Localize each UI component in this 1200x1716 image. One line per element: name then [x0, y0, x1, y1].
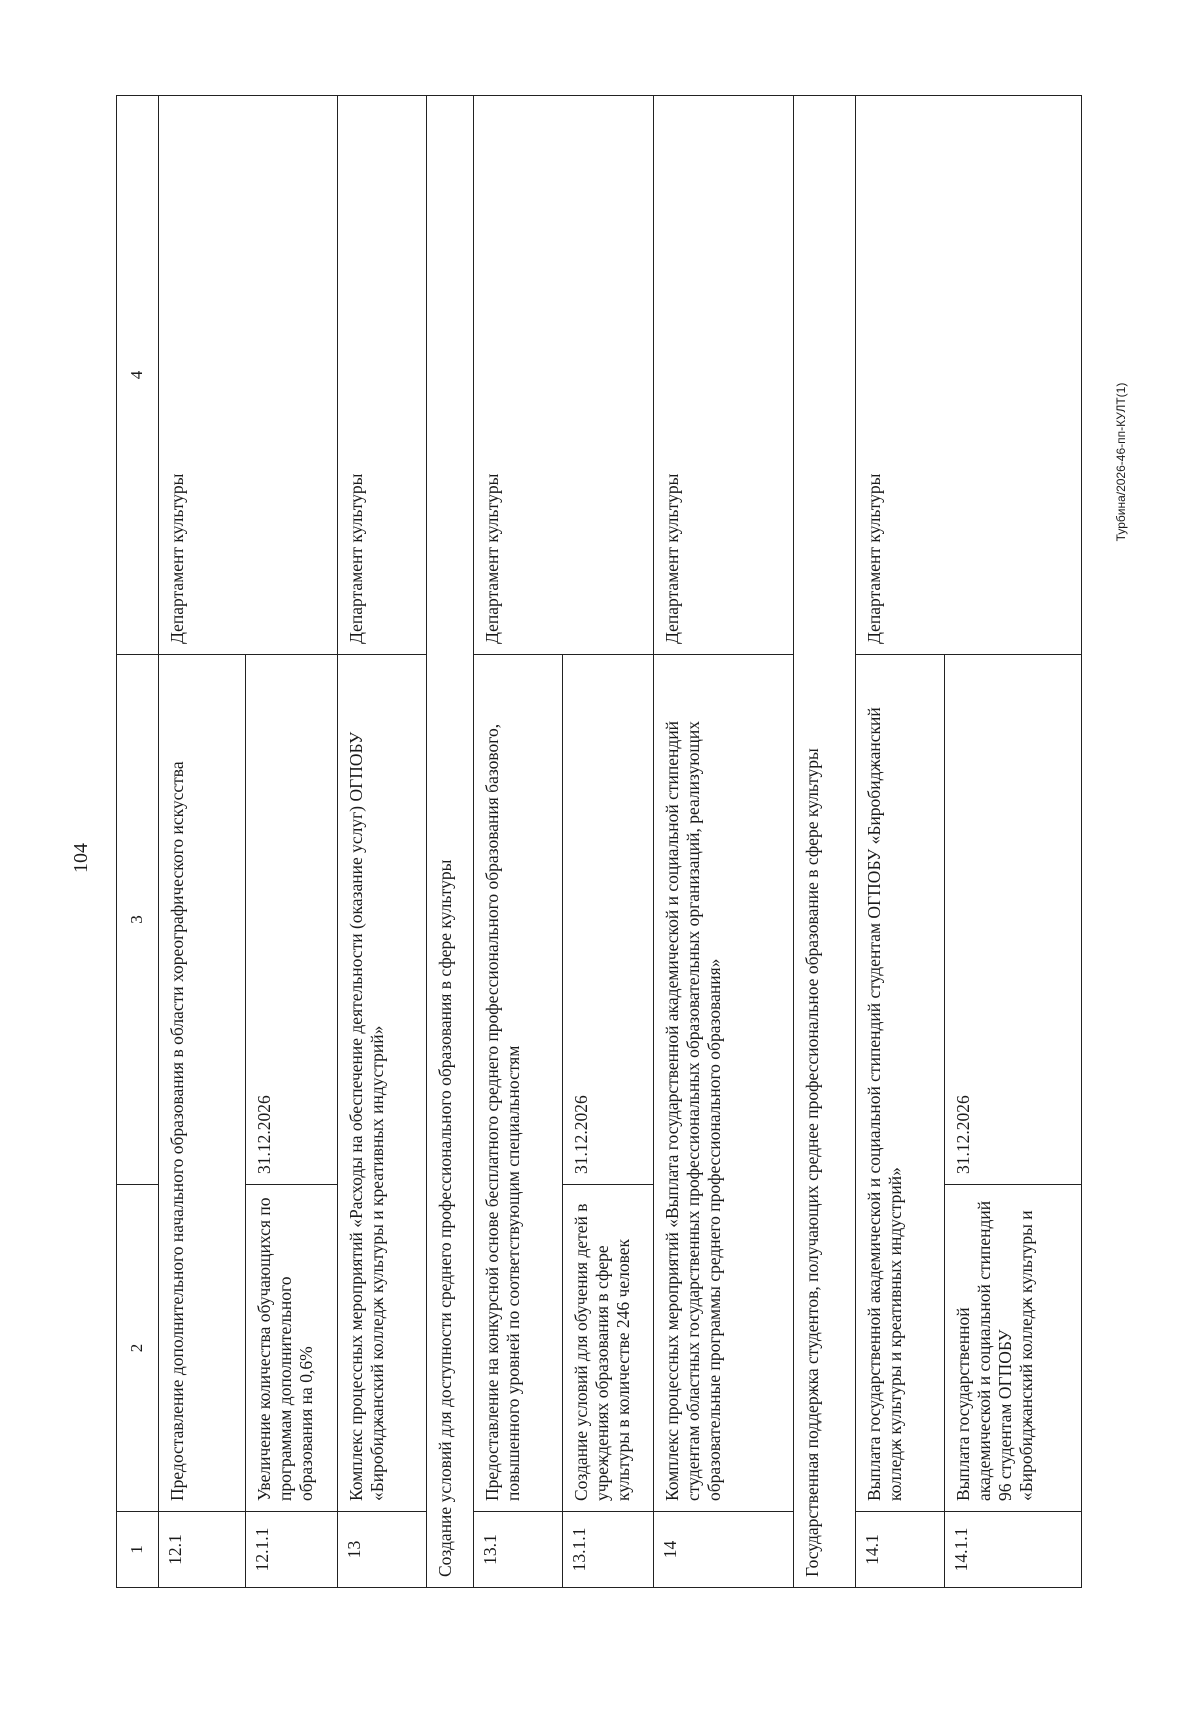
row-text: Предоставление дополнительного начального образования в области хореографического искусства: [159, 655, 246, 1512]
table-frame: [116, 96, 1082, 1588]
date-cell: 31.12.2026: [944, 655, 1081, 1185]
table-row: [159, 96, 246, 1588]
header-col-4: 4: [117, 96, 159, 655]
responsible-cell: Департамент культуры: [159, 96, 337, 655]
responsible-cell: Департамент культуры: [473, 96, 654, 655]
measures-table: [116, 95, 1082, 1588]
row-text: Создание условий для обучения детей в учреждениях образования в сфере культуры в количестве 246 человек: [562, 1185, 653, 1512]
table-row: [473, 96, 562, 1588]
rotated-table-container: [116, 96, 1082, 1588]
row-text: Предоставление на конкурсной основе бесплатного среднего профессионального образования базового, повышенного уровней по соответствующим специальностям: [473, 655, 562, 1512]
header-col-1: 1: [117, 1512, 159, 1588]
header-col-2: 2: [117, 1185, 159, 1512]
row-number: 12.1.1: [246, 1512, 337, 1588]
row-number: 13.1: [473, 1512, 562, 1588]
row-text: Увеличение количества обучающихся по программам дополнительного образования на 0,6%: [246, 1185, 337, 1512]
header-col-3: 3: [117, 655, 159, 1185]
responsible-cell: Департамент культуры: [654, 96, 794, 655]
row-number: 14.1: [855, 1512, 944, 1588]
section-title: Государственная поддержка студентов, получающих среднее профессиональное образование в сфере культуры: [794, 96, 855, 1588]
row-text: Выплата государственной академической и социальной стипендий студентам ОГПОБУ «Биробиджанский колледж культуры и креативных индустрий»: [855, 655, 944, 1512]
table-row: [855, 96, 944, 1588]
row-number: 14: [654, 1512, 794, 1588]
row-text: Выплата государственной академической и социальной стипендий 96 студентам ОГПОБУ «Биробиджанский колледж культуры и: [944, 1185, 1081, 1512]
responsible-cell: Департамент культуры: [337, 96, 426, 655]
section-row: [426, 96, 473, 1588]
section-title: Создание условий для доступности среднего профессионального образования в сфере культуры: [426, 96, 473, 1588]
responsible-cell: Департамент культуры: [855, 96, 1081, 655]
table-row: [654, 96, 794, 1588]
table-header-row: [117, 96, 159, 1588]
row-text: Комплекс процессных мероприятий «Расходы на обеспечение деятельности (оказание услуг) ОГПОБУ «Биробиджанский колледж культуры и креативных индустрий»: [337, 655, 426, 1512]
row-number: 14.1.1: [944, 1512, 1081, 1588]
page-number: 104: [70, 843, 92, 873]
date-cell: 31.12.2026: [246, 655, 337, 1185]
section-row: [794, 96, 855, 1588]
row-number: 13.1.1: [562, 1512, 653, 1588]
table-row: [337, 96, 426, 1588]
row-number: 13: [337, 1512, 426, 1588]
date-cell: 31.12.2026: [562, 655, 653, 1185]
row-text: Комплекс процессных мероприятий «Выплата государственной академической и социальной стипендий студентам областных государственных профессиональных образовательных организаций, реализующих образовательные программы среднего профессионального образования»: [654, 655, 794, 1512]
row-number: 12.1: [159, 1512, 246, 1588]
document-code-footer: Турбина/2026-46-пп-КУЛТ(1): [1114, 382, 1128, 542]
